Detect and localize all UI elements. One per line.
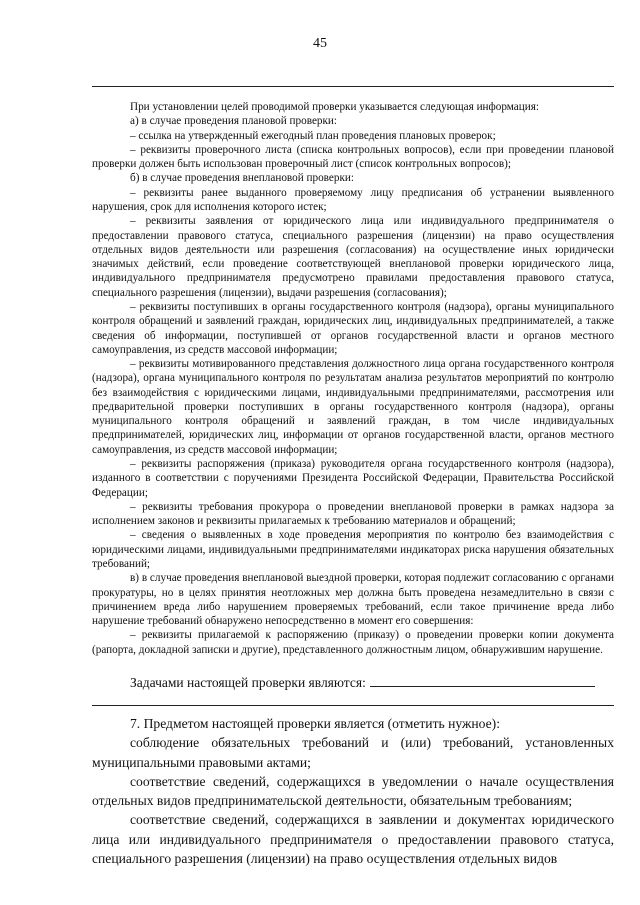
paragraph: – реквизиты распоряжения (приказа) руководителя органа государственного контроля (надзора), изданного в соответствии с поручениями Президента Российской Федерации, Правительства Российской Федерации;	[92, 458, 614, 499]
blank-fill-line-tasks	[92, 705, 614, 706]
paragraph: – реквизиты ранее выданного проверяемому лицу предписания об устранении выявленного нарушения, срок для исполнения которого истек;	[92, 186, 614, 213]
tasks-label: Задачами настоящей проверки являются:	[130, 675, 366, 690]
blank-fill-line-top	[92, 86, 614, 87]
paragraph: – реквизиты требования прокурора о проведении внеплановой проверки в рамках надзора за исполнением законов и реквизиты прилагаемых к требованию материалов и обращений;	[92, 500, 614, 528]
paragraph: в) в случае проведения внеплановой выездной проверки, которая подлежит согласованию с органами прокуратуры, но в целях принятия неотложных мер должна быть проведена незамедлительно в связи с причинением вреда либо нарушением проверяемых требований, если такое причинение вреда либо нарушение требований обнаружено непосредственно в момент его совершения:	[92, 572, 614, 628]
tasks-line	[92, 674, 614, 692]
goals-information-block	[92, 100, 614, 657]
paragraph: соответствие сведений, содержащихся в заявлении и документах юридического лица или индивидуального предпринимателя о предоставлении правового статуса, специального разрешения (лицензии) на право осуществления отдельных видов	[92, 812, 614, 866]
tasks-fill-line	[370, 674, 595, 687]
paragraph: – ссылка на утвержденный ежегодный план проведения плановых проверок;	[130, 129, 496, 142]
paragraph: соблюдение обязательных требований и (или) требований, установленных муниципальными правовыми актами;	[92, 735, 614, 770]
paragraph: – реквизиты поступивших в органы государственного контроля (надзора), органы муниципального контроля обращений и заявлений граждан, юридических лиц, индивидуальных предпринимателей, а также сведения об информации, поступившей от органов государственной власти и органов местного самоуправления, из средств массовой информации;	[92, 300, 614, 356]
page-number: 45	[313, 36, 327, 51]
paragraph: б) в случае проведения внеплановой проверки:	[130, 172, 354, 185]
paragraph: а) в случае проведения плановой проверки:	[130, 115, 338, 128]
paragraph: – сведения о выявленных в ходе проведения мероприятия по контролю без взаимодействия с юридическими лицами, индивидуальными предпринимателями индикаторах риска нарушения обязательных требований;	[92, 529, 614, 570]
section-7-block	[92, 714, 614, 868]
paragraph: – реквизиты прилагаемой к распоряжению (приказу) о проведении проверки копии документа (рапорта, докладной записки и другие), представленного должностным лицом, обнаружившим нарушение.	[92, 629, 614, 656]
paragraph: – реквизиты мотивированного представления должностного лица органа государственного контроля (надзора), органа муниципального контроля по результатам анализа результатов мероприятий по контролю без взаимодействия с юридическими лицами, индивидуальными предпринимателями, рассмотрения или предварительной проверки поступивших в органы государственного контроля (надзора), органы муниципального контроля обращений и заявлений граждан, в том числе индивидуальных предпринимателей, юридических лиц, информации от органов государственной власти, органов местного самоуправления, из средств массовой информации;	[92, 358, 614, 456]
paragraph: При установлении целей проводимой проверки указывается следующая информация:	[130, 101, 540, 113]
paragraph: соответствие сведений, содержащихся в уведомлении о начале осуществления отдельных видов предпринимательской деятельности, обязательным требованиям;	[92, 773, 614, 808]
paragraph: – реквизиты заявления от юридического лица или индивидуального предпринимателя о предоставлении правового статуса, специального разрешения (лицензии) на право осуществления отдельных видов деятельности или разрешения (согласования) на осуществление иных юридически значимых действий, если проведение соответствующей внеплановой проверки юридического лица, индивидуального предпринимателя предусмотрено правилами предоставления правового статуса, специального разрешения (лицензии), выдачи разрешения (согласования);	[92, 215, 614, 299]
section-7-heading: 7. Предметом настоящей проверки является (отметить нужное):	[130, 716, 500, 731]
paragraph: – реквизиты проверочного листа (списка контрольных вопросов), если при проведении плановой проверки должен быть использован проверочный лист (список контрольных вопросов);	[92, 143, 614, 171]
